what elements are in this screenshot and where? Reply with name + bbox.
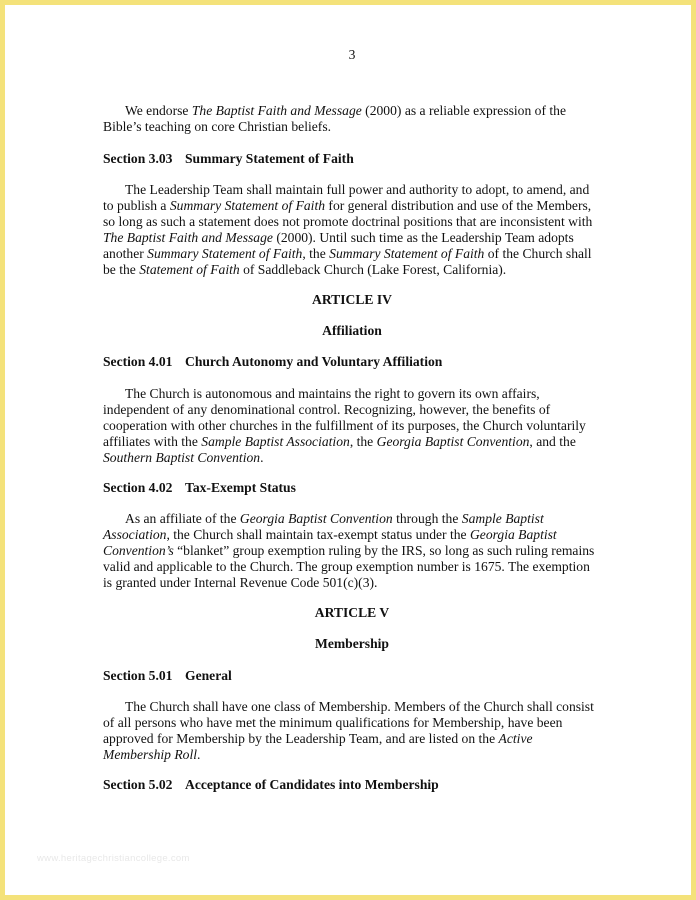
italic-title: Summary Statement of Faith bbox=[147, 246, 303, 261]
text-run: , the Church shall maintain tax-exempt status under the bbox=[166, 527, 470, 542]
text-run: , the bbox=[349, 434, 377, 449]
section-4-01-heading bbox=[103, 354, 601, 370]
section-3-03-heading bbox=[103, 151, 601, 167]
article-4-label: ARTICLE IV bbox=[312, 292, 392, 307]
italic-title: The Baptist Faith and Message bbox=[191, 103, 362, 118]
section-title: Church Autonomy and Voluntary Affiliation bbox=[185, 354, 443, 369]
text-run: (2000) as a reliable expression of the Bible’s teaching on core Christian beliefs. bbox=[103, 103, 566, 134]
italic-title: Statement of Faith bbox=[139, 262, 240, 277]
text-run: . bbox=[197, 747, 201, 762]
section-4-02-heading bbox=[103, 480, 601, 496]
paragraph-autonomy bbox=[103, 386, 601, 466]
paragraph-tax-exempt bbox=[103, 511, 601, 591]
article-5-title-wrap bbox=[103, 636, 601, 652]
text-run: , the bbox=[302, 246, 330, 261]
text-run: for general distribution and use of the Members, so long as such a statement does not promote doctrinal positions that are inconsistent with bbox=[103, 198, 593, 229]
paragraph-endorsement bbox=[103, 103, 601, 135]
article-5-label: ARTICLE V bbox=[314, 605, 390, 620]
article-4-label-wrap bbox=[103, 292, 601, 308]
article-5-label-wrap bbox=[103, 605, 601, 621]
text-run: of Saddleback Church (Lake Forest, California). bbox=[239, 262, 507, 277]
section-number: Section 3.03 bbox=[103, 151, 173, 166]
text-run: through the bbox=[392, 511, 462, 526]
text-run: We endorse bbox=[125, 103, 192, 118]
section-number: Section 4.02 bbox=[103, 480, 173, 495]
text-run: of the Church shall be the bbox=[103, 246, 592, 277]
section-5-01-heading bbox=[103, 668, 601, 684]
page-number: 3 bbox=[348, 47, 356, 62]
italic-name: Georgia Baptist Convention bbox=[376, 434, 530, 449]
text-run: The Church is autonomous and maintains the right to govern its own affairs, independent of any denominational control. Recognizing, however, the benefits of cooperation with other churches in the fulfillment of its purposes, the Church voluntarily affiliates with the bbox=[103, 386, 586, 449]
section-title: Tax-Exempt Status bbox=[185, 480, 296, 495]
article-4-title: Affiliation bbox=[322, 323, 382, 338]
text-run: The Leadership Team shall maintain full power and authority to adopt, to amend, and to publish a bbox=[103, 182, 590, 213]
text-run: , and the bbox=[529, 434, 576, 449]
text-run: “blanket” group exemption ruling by the IRS, so long as such ruling remains valid and applicable to the Church. The group exemption number is 1675. The exemption is granted under Internal Revenue Code 501(c)(3). bbox=[103, 543, 595, 590]
italic-name: Georgia Baptist Convention bbox=[239, 511, 393, 526]
section-number: Section 5.02 bbox=[103, 777, 173, 792]
section-number: Section 5.01 bbox=[103, 668, 173, 683]
italic-term: Active Membership Roll bbox=[103, 731, 533, 762]
section-title: Acceptance of Candidates into Membership bbox=[185, 777, 439, 792]
paragraph-membership-general bbox=[103, 699, 601, 763]
watermark-text: www.heritagechristiancollege.com bbox=[37, 853, 190, 864]
text-run: . bbox=[260, 450, 264, 465]
text-run: As an affiliate of the bbox=[125, 511, 240, 526]
italic-title: Summary Statement of Faith bbox=[169, 198, 326, 213]
italic-name: Sample Baptist Association bbox=[103, 511, 544, 542]
paragraph-summary-statement bbox=[103, 182, 601, 278]
article-4-title-wrap bbox=[103, 323, 601, 339]
text-run: The Church shall have one class of Membership. Members of the Church shall consist of all persons who have met the minimum qualifications for Membership, have been approved for Membership by the Leadership Team, and are listed on the bbox=[103, 699, 594, 746]
section-number: Section 4.01 bbox=[103, 354, 173, 369]
italic-title: Summary Statement of Faith bbox=[329, 246, 485, 261]
section-5-02-heading bbox=[103, 777, 601, 793]
section-title: Summary Statement of Faith bbox=[185, 151, 354, 166]
italic-name: Southern Baptist Convention bbox=[103, 450, 261, 465]
text-run: (2000). Until such time as the Leadership Team adopts another bbox=[103, 230, 574, 261]
italic-name: Sample Baptist Association bbox=[201, 434, 350, 449]
italic-name: Georgia Baptist Convention’s bbox=[103, 527, 557, 558]
article-5-title: Membership bbox=[314, 636, 389, 651]
section-title: General bbox=[185, 668, 232, 683]
italic-title: The Baptist Faith and Message bbox=[103, 230, 273, 245]
